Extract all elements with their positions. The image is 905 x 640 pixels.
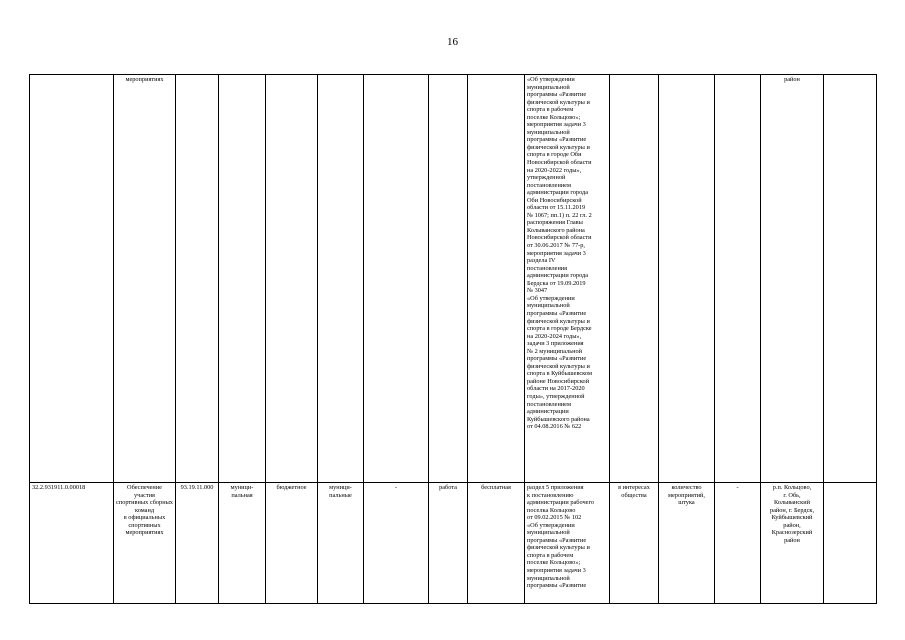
service-name-cell: Обеспечение участия спортивных сборных команд в официальных спортивных мероприятиях <box>114 483 176 604</box>
institution-type-cell <box>266 75 318 483</box>
volume-indicator-cell <box>659 75 715 483</box>
quality-indicator-cell: - <box>715 483 761 604</box>
institution-type-cell: бюджетное <box>266 483 318 604</box>
work-type-cell <box>429 75 468 483</box>
okved-code-cell: 93.19.11.000 <box>176 483 219 604</box>
fee-type-cell: бесплатная <box>468 483 525 604</box>
legal-basis-cell: «Об утверждении муниципальной программы «Развитие физической культуры и спорта в рабочем поселке Кольцово»; мероприятия задачи 3 муниципальной программы «Развитие физической культуры и спорта в городе Оби Новосибирской области на 2020-2022 годы», утвержденной постановлением администрации города Оби Новосибирской области от 15.11.2019 № 1067; пп.1) п. 22 гл. 2 распоряжения Главы Колыванского района Новосибирской области от 30.06.2017 № 77-р, мероприятия задачи 3 раздела IV постановления администрации города Бердска от 19.09.2019 № 3047 «Об утверждении муниципальной программы «Развитие физической культуры и спорта в городе Бердске на 2020-2024 годы», задачи 3 приложения № 2 муниципальной программы «Развитие физической культуры и спорта в Куйбышевском районе Новосибирской области на 2017-2020 годы», утвержденной постановлением администрации Куйбышевского района от 04.08.2016 № 622 <box>525 75 610 483</box>
empty-dash-cell: - <box>364 483 429 604</box>
institution-level-cell <box>318 75 364 483</box>
registry-code-cell: 32.2.931911.0.00018 <box>30 483 114 604</box>
service-name-cell: мероприятиях <box>114 75 176 483</box>
page-number: 16 <box>447 36 458 48</box>
last-cell <box>824 483 877 604</box>
service-type-cell <box>219 75 266 483</box>
registry-code-cell <box>30 75 114 483</box>
territory-cell: район <box>761 75 824 483</box>
last-cell <box>824 75 877 483</box>
fee-type-cell <box>468 75 525 483</box>
volume-indicator-cell: количество мероприятий, штука <box>659 483 715 604</box>
service-type-cell: муници- пальная <box>219 483 266 604</box>
table-row <box>30 75 877 483</box>
table-row <box>30 483 877 604</box>
quality-indicator-cell <box>715 75 761 483</box>
work-type-cell: работа <box>429 483 468 604</box>
consumer-category-cell: в интересах общества <box>610 483 659 604</box>
empty-dash-cell <box>364 75 429 483</box>
territory-cell: р.п. Кольцово, г. Обь, Колыванский район, г. Бердск, Куйбышевский район, Краснозерский район <box>761 483 824 604</box>
consumer-category-cell <box>610 75 659 483</box>
services-registry-table <box>29 74 877 604</box>
legal-basis-cell: раздел 5 приложения к постановлению администрации рабочего поселка Кольцово от 09.02.2015 № 102 «Об утверждении муниципальной программы «Развитие физической культуры и спорта в рабочем поселке Кольцово»; мероприятия задачи 3 муниципальной программы «Развитие <box>525 483 610 604</box>
okved-code-cell <box>176 75 219 483</box>
institution-level-cell: муници- пальные <box>318 483 364 604</box>
